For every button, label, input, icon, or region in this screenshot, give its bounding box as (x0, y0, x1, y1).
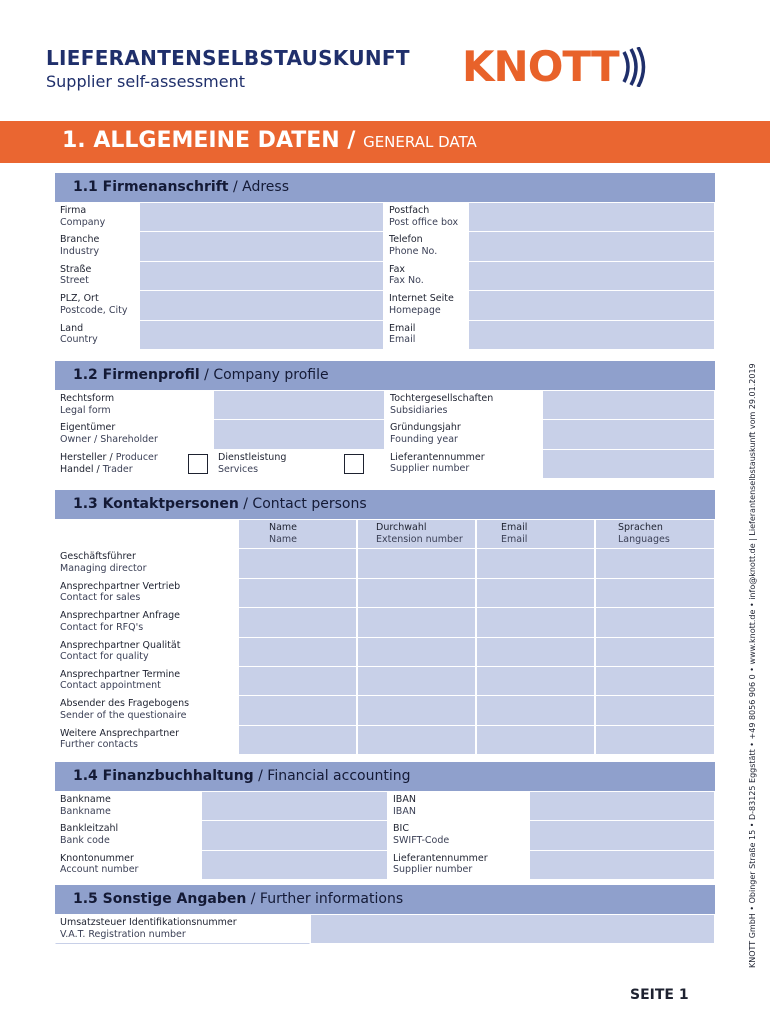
col-header-name: Name Name (238, 520, 357, 549)
homepage-field[interactable] (468, 291, 715, 320)
section-title-rest: / Company profile (199, 367, 329, 383)
table-row (55, 450, 715, 479)
contact-extension-field[interactable] (357, 726, 476, 755)
table-row (55, 696, 715, 725)
services-label-en: Services (218, 463, 259, 475)
section-1-2-header (55, 361, 715, 390)
label-bank-code: Bankleitzahl Bank code (55, 821, 201, 850)
document-title: LIEFERANTENSELBSTAUSKUNFT (46, 46, 410, 70)
producer-label-en: Producer (115, 452, 158, 464)
contact-name-field[interactable] (238, 579, 357, 608)
label-founding-year: Gründungsjahr Founding year (385, 420, 542, 449)
account-number-field[interactable] (201, 851, 388, 880)
contact-email-field[interactable] (476, 579, 595, 608)
iban-field[interactable] (529, 792, 715, 821)
section-title-bold: 1.5 Sonstige Angaben (73, 891, 247, 907)
section-title-bold: 1.2 Firmenprofil (73, 367, 200, 383)
table-row (55, 792, 715, 821)
contact-role-label: Geschäftsführer Managing director (55, 549, 238, 578)
section-title-bold: 1.1 Firmenanschrift (73, 179, 229, 195)
company-field[interactable] (139, 203, 384, 232)
producer-trader-cell: Hersteller / Producer Handel / Trader (55, 450, 213, 479)
contact-role-label: Absender des Fragebogens Sender of the questionaire (55, 696, 238, 725)
label-iban: IBAN IBAN (388, 792, 529, 821)
contact-name-field[interactable] (238, 696, 357, 725)
section-title-rest: / Adress (228, 179, 289, 195)
table-row (55, 291, 715, 320)
banner-title (62, 128, 477, 153)
street-field[interactable] (139, 262, 384, 291)
table-row (55, 391, 715, 420)
contact-role-label: Weitere Ansprechpartner Further contacts (55, 726, 238, 755)
contact-role-label: Ansprechpartner Vertrieb Contact for sales (55, 579, 238, 608)
contact-email-field[interactable] (476, 696, 595, 725)
producer-trader-checkbox[interactable] (188, 454, 208, 474)
services-cell (213, 450, 385, 479)
postcode-city-field[interactable] (139, 291, 384, 320)
section-title-bold: 1.4 Finanzbuchhaltung (73, 768, 254, 784)
table-row (55, 203, 715, 232)
label-email: Email Email (384, 321, 468, 350)
contact-role-label: Ansprechpartner Qualität Contact for quality (55, 638, 238, 667)
label-supplier-number-2: Lieferantennummer Supplier number (388, 851, 529, 880)
table-row (55, 667, 715, 696)
contact-name-field[interactable] (238, 667, 357, 696)
contact-languages-field[interactable] (595, 579, 715, 608)
contact-languages-field[interactable] (595, 696, 715, 725)
company-profile-table (55, 390, 715, 479)
trader-label-en: Trader (102, 463, 133, 475)
contact-email-field[interactable] (476, 638, 595, 667)
logo-arcs-icon (621, 47, 647, 87)
address-table (55, 202, 715, 350)
knott-logo (462, 44, 647, 90)
label-po-box: Postfach Post office box (384, 203, 468, 232)
label-account-number: Knontonummer Account number (55, 851, 201, 880)
email-field[interactable] (468, 321, 715, 350)
contact-role-label: Ansprechpartner Termine Contact appointment (55, 667, 238, 696)
section-1-3-header (55, 490, 715, 519)
section-1-1-header (55, 173, 715, 202)
section-1-4-header (55, 762, 715, 791)
table-row (55, 232, 715, 261)
label-supplier-number: Lieferantennummer Supplier number (385, 450, 542, 479)
label-owner: Eigentümer Owner / Shareholder (55, 420, 213, 449)
further-info-table (55, 914, 715, 944)
bic-field[interactable] (529, 821, 715, 850)
fax-field[interactable] (468, 262, 715, 291)
bank-code-field[interactable] (201, 821, 388, 850)
bankname-field[interactable] (201, 792, 388, 821)
label-homepage: Internet Seite Homepage (384, 291, 468, 320)
document-subtitle: Supplier self-assessment (46, 72, 245, 91)
contact-extension-field[interactable] (357, 549, 476, 578)
phone-field[interactable] (468, 232, 715, 261)
footer-side-text: KNOTT GmbH • Obinger Straße 15 • D-83125 Eggstätt • +49 8056 906 0 • www.knott.de • info@knott.de | Lieferantenselbstauskunft vom 29.01.2019 (748, 363, 757, 968)
contact-extension-field[interactable] (357, 696, 476, 725)
page-number: SEITE 1 (630, 987, 689, 1003)
supplier-number-field[interactable] (542, 450, 715, 479)
producer-label: Hersteller (60, 452, 107, 464)
contact-email-field[interactable] (476, 726, 595, 755)
label-subsidiaries: Tochtergesellschaften Subsidiaries (385, 391, 542, 420)
accounting-table (55, 791, 715, 880)
header-spacer (55, 520, 238, 549)
col-header-email: Email Email (476, 520, 595, 549)
table-row (55, 915, 715, 944)
section-banner (0, 121, 770, 163)
services-checkbox[interactable] (344, 454, 364, 474)
label-bic: BIC SWIFT-Code (388, 821, 529, 850)
banner-title-sub: GENERAL DATA (363, 133, 477, 151)
label-vat-number: Umsatzsteuer Identifikationsnummer V.A.T. Registration number (55, 915, 310, 944)
legal-form-field[interactable] (213, 391, 385, 420)
table-row (55, 726, 715, 755)
contact-languages-field[interactable] (595, 638, 715, 667)
subsidiaries-field[interactable] (542, 391, 715, 420)
industry-field[interactable] (139, 232, 384, 261)
section-title-rest: / Contact persons (238, 496, 367, 512)
contact-role-label: Ansprechpartner Anfrage Contact for RFQ's (55, 608, 238, 637)
table-row (55, 638, 715, 667)
label-bankname: Bankname Bankname (55, 792, 201, 821)
label-fax: Fax Fax No. (384, 262, 468, 291)
contact-name-field[interactable] (238, 638, 357, 667)
section-title-rest: / Financial accounting (253, 768, 411, 784)
table-row (55, 851, 715, 880)
vat-number-field[interactable] (310, 915, 715, 944)
contact-languages-field[interactable] (595, 608, 715, 637)
logo-text: KNOTT (462, 42, 619, 91)
po-box-field[interactable] (468, 203, 715, 232)
col-header-extension: Durchwahl Extension number (357, 520, 476, 549)
contact-extension-field[interactable] (357, 638, 476, 667)
founding-year-field[interactable] (542, 420, 715, 449)
contact-name-field[interactable] (238, 608, 357, 637)
trader-label: Handel (60, 463, 94, 475)
col-header-languages: Sprachen Languages (595, 520, 715, 549)
contacts-table (55, 519, 715, 755)
contact-name-field[interactable] (238, 549, 357, 578)
label-phone: Telefon Phone No. (384, 232, 468, 261)
section-title-bold: 1.3 Kontaktpersonen (73, 496, 239, 512)
table-row (55, 608, 715, 637)
services-label: Dienstleistung (218, 452, 287, 464)
contact-name-field[interactable] (238, 726, 357, 755)
table-header-row (55, 520, 715, 549)
table-row (55, 262, 715, 291)
contact-languages-field[interactable] (595, 549, 715, 578)
section-1-5-header (55, 885, 715, 914)
contact-extension-field[interactable] (357, 667, 476, 696)
country-field[interactable] (139, 321, 384, 350)
owner-field[interactable] (213, 420, 385, 449)
label-legal-form: Rechtsform Legal form (55, 391, 213, 420)
supplier-number-field-2[interactable] (529, 851, 715, 880)
contact-languages-field[interactable] (595, 667, 715, 696)
section-title-rest: / Further informations (246, 891, 404, 907)
label-company: Firma Company (55, 203, 139, 232)
table-row (55, 579, 715, 608)
table-row (55, 821, 715, 850)
contact-languages-field[interactable] (595, 726, 715, 755)
table-row (55, 420, 715, 449)
banner-title-main: 1. ALLGEMEINE DATEN / (62, 128, 356, 153)
contact-email-field[interactable] (476, 549, 595, 578)
table-row (55, 549, 715, 578)
label-street: Straße Street (55, 262, 139, 291)
label-country: Land Country (55, 321, 139, 350)
contact-email-field[interactable] (476, 667, 595, 696)
table-row (55, 321, 715, 350)
contact-extension-field[interactable] (357, 579, 476, 608)
contact-extension-field[interactable] (357, 608, 476, 637)
label-postcode-city: PLZ, Ort Postcode, City (55, 291, 139, 320)
contact-email-field[interactable] (476, 608, 595, 637)
label-industry: Branche Industry (55, 232, 139, 261)
